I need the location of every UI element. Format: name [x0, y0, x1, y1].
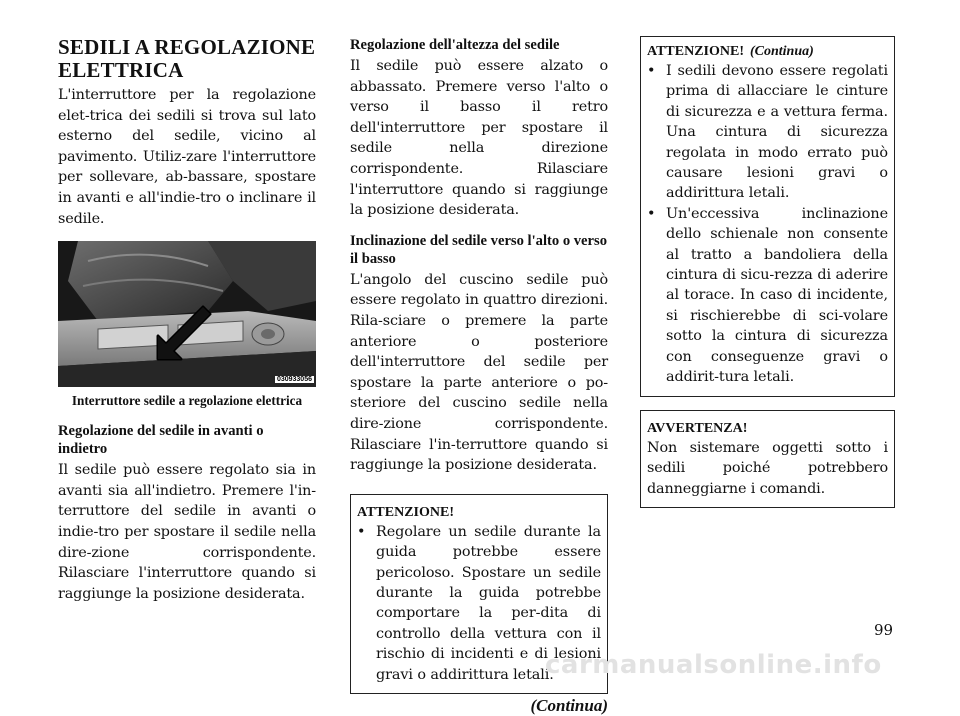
section-title: SEDILI A REGOLAZIONE ELETTRICA	[58, 35, 316, 82]
continua-label: (Continua)	[530, 695, 608, 715]
warning-bullet: • Un'eccessiva inclinazione dello schienale non consente al tratto a bandoliera della cintura di sicu-rezza di aderire al torace. In caso di incidente, si rischierebbe di sci-volare sotto la cintura di sicurezza con conseguenze gravi o addirit-tura letali.	[647, 205, 888, 386]
caution-title: AVVERTENZA!	[647, 420, 748, 436]
warning-title: ATTENZIONE!	[357, 504, 454, 520]
right-column	[640, 36, 895, 508]
bullet-icon: •	[647, 205, 656, 222]
height-paragraph: Il sedile può essere alzato o abbassato. Premere verso l'alto o verso il basso il retro dell'interruttore per spostare il sedile nella direzione corrispondente. Rilasciare l'interruttore quando si raggiunge la posizione desiderata.	[350, 58, 608, 219]
bullet-icon: •	[647, 63, 656, 79]
caution-paragraph: Non sistemare oggetti sotto i sedili poiché potrebbero danneggiarne i comandi.	[647, 439, 888, 497]
figure-caption: Interruttore sedile a regolazione elettrica	[71, 393, 303, 409]
middle-column	[350, 36, 608, 716]
figure-id: 030933056	[276, 376, 312, 384]
seat-photo-illustration	[58, 241, 316, 387]
warning-continua: (Continua)	[749, 44, 814, 59]
seat-switch-photo	[58, 241, 316, 387]
caution-box	[640, 410, 895, 509]
warning-box-continued	[640, 36, 895, 397]
height-heading: Regolazione dell'altezza del sedile	[350, 37, 560, 53]
tilt-paragraph: L'angolo del cuscino sedile può essere regolato in quattro direzioni. Rila-sciare o premere la parte anteriore o posteriore dell'interruttore del sedile per spostare la parte anteriore o po-steriore del cuscino sedile nella dire-zione corrispondente. Rilasciare l'in-terruttore quando si raggiunge la posizione desiderata.	[350, 271, 608, 474]
page-number: 99	[874, 621, 894, 639]
intro-paragraph: L'interruttore per la regolazione elet-trica dei sedili si trova sul lato esterno del sedile, vicino al pavimento. Utiliz-zare l'interruttore per sollevare, ab-bassare, spostare in avanti e all'indie-tro o inclinare il sedile.	[58, 87, 316, 227]
watermark: carmanualsonline.info	[545, 650, 882, 680]
tilt-heading: Inclinazione del sedile verso l'alto o verso il basso	[350, 232, 607, 267]
forward-heading: Regolazione del sedile in avanti o indietro	[58, 423, 264, 458]
bullet-icon: •	[357, 523, 366, 540]
warning-bullet: • Regolare un sedile durante la guida potrebbe essere pericoloso. Spostare un sedile durante la guida potrebbe comportare la per-dita di controllo della vettura con il rischio di incidenti e di lesioni gravi o addirittura letali.	[357, 523, 601, 683]
warning-bullet: • I sedili devono essere regolati prima di allacciare le cinture di sicurezza e a vettura ferma. Una cintura di sicurezza regolata in modo errato può causare lesioni gravi o addirittura letali.	[647, 63, 888, 202]
left-column	[58, 36, 316, 604]
forward-paragraph: Il sedile può essere regolato sia in avanti sia all'indietro. Premere l'in-terruttore del sedile in avanti o indie-tro per spostare il sedile nella dire-zione corrispondente. Rilasciare l'interruttore quando si raggiunge la posizione desiderata.	[58, 462, 316, 602]
warning-title-continued: ATTENZIONE! (Continua)	[647, 44, 814, 59]
